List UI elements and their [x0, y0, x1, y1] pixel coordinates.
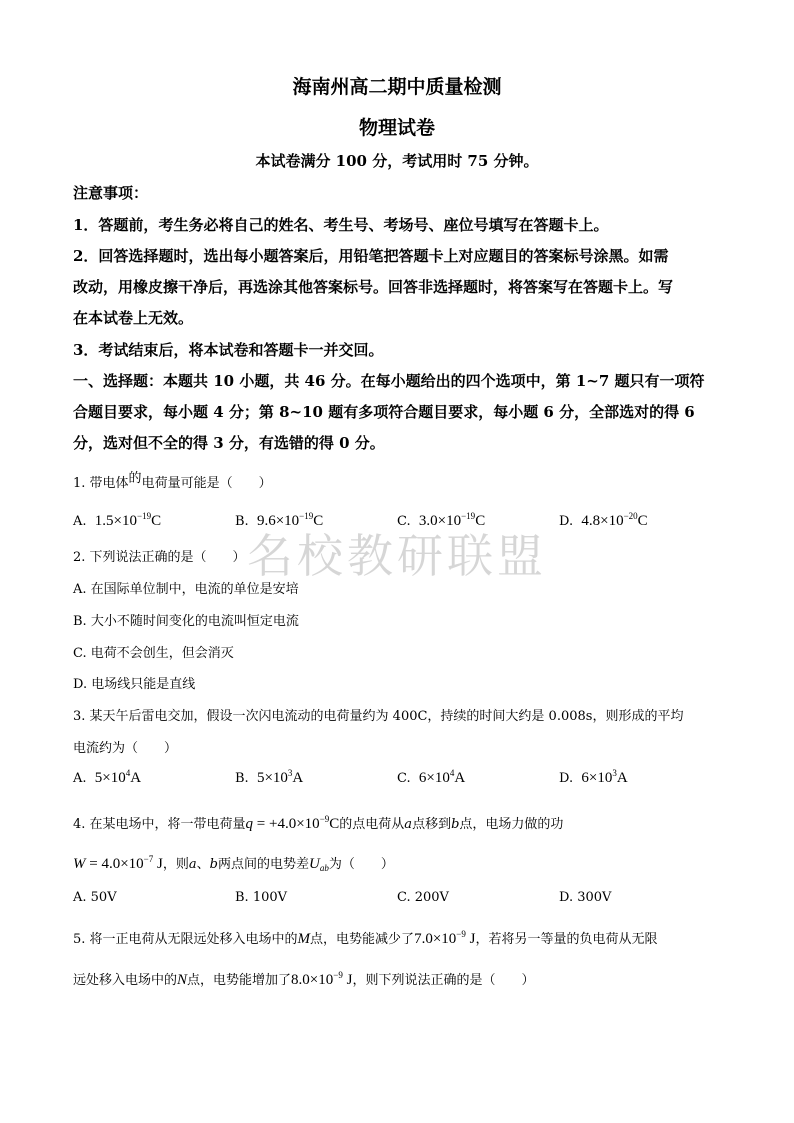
question-4-option-c[interactable]: C. 200V	[397, 890, 449, 905]
notice-item-2-line-3: 在本试卷上无效。	[73, 309, 194, 327]
question-2-option-a[interactable]: A. 在国际单位制中，电流的单位是安培	[73, 582, 299, 597]
question-4-stem-line-1: 4. 在某电场中，将一带电荷量$q = +4.0\times 10^{-9}C$的点电荷从a点移到b点，电场力做的功	[73, 814, 564, 832]
section-1-line-1: 一、选择题：本题共 10 小题，共 46 分。在每小题给出的四个选项中，第 1~7 题只有一项符	[73, 372, 705, 390]
notice-item-2-line-1: 2．回答选择题时，选出每小题答案后，用铅笔把答题卡上对应题目的答案标号涂黑。如需	[73, 247, 669, 265]
question-4-option-d[interactable]: D. 300V	[559, 890, 612, 905]
question-1-option-a[interactable]: A. $1.5\times 10^{-19}C$	[73, 511, 162, 529]
question-4-stem-line-2: $W = 4.0\times 10^{-7}$ J，则a、b两点间的电势差$U_{ab}$为（ ）	[73, 854, 394, 873]
question-2-stem: 2. 下列说法正确的是（ ）	[73, 550, 246, 565]
watermark: 名校教研联盟	[247, 529, 547, 583]
notice-item-1: 1．答题前，考生务必将自己的姓名、考生号、考场号、座位号填写在答题卡上。	[73, 216, 609, 234]
question-2-option-b[interactable]: B. 大小不随时间变化的电流叫恒定电流	[73, 614, 299, 629]
exam-info: 本试卷满分 100 分，考试用时 75 分钟。	[255, 152, 539, 170]
question-1-stem: 1. 带电体的电荷量可能是（ ）	[73, 471, 272, 491]
question-3-stem-line-1: 3. 某天午后雷电交加，假设一次闪电流动的电荷量约为 400C，持续的时间大约是 0.008s，则形成的平均	[73, 709, 684, 724]
subject-title: 物理试卷	[358, 117, 435, 139]
question-2-option-d[interactable]: D. 电场线只能是直线	[73, 677, 196, 692]
section-1-line-3: 分，选对但不全的得 3 分，有选错的得 0 分。	[73, 434, 385, 452]
question-2-option-c[interactable]: C. 电荷不会创生，但会消灭	[73, 646, 234, 661]
notice-heading: 注意事项：	[73, 184, 149, 202]
notice-item-3: 3．考试结束后，将本试卷和答题卡一并交回。	[73, 341, 384, 359]
question-3-stem-line-2: 电流约为（ ）	[73, 741, 178, 756]
question-3-option-d[interactable]: D. $6\times 10^3A$	[559, 768, 628, 786]
section-1-line-2: 合题目要求，每小题 4 分；第 8~10 题有多项符合题目要求，每小题 6 分，全部选对的得 6	[73, 403, 695, 421]
question-1-option-d[interactable]: D. $4.8\times 10^{-20}C$	[559, 511, 648, 529]
question-3-option-a[interactable]: A. $5\times 10^4A$	[73, 768, 142, 786]
notice-item-2-line-2: 改动，用橡皮擦干净后，再选涂其他答案标号。回答非选择题时，将答案写在答题卡上。写	[73, 278, 674, 296]
question-5-stem-line-2: 远处移入电场中的N点，电势能增加了$8.0\times 10^{-9}$ J，则下列说法正确的是（ ）	[73, 970, 535, 988]
question-4-option-a[interactable]: A. 50V	[73, 890, 117, 905]
question-1-option-b[interactable]: B. $9.6\times 10^{-19}C$	[235, 511, 324, 529]
question-1-option-c[interactable]: C. $3.0\times 10^{-19}C$	[397, 511, 486, 529]
question-3-option-c[interactable]: C. $6\times 10^4A$	[397, 768, 466, 786]
question-3-option-b[interactable]: B. $5\times 10^3A$	[235, 768, 304, 786]
question-4-option-b[interactable]: B. 100V	[235, 890, 288, 905]
page-title: 海南州高二期中质量检测	[292, 76, 502, 98]
question-5-stem-line-1: 5. 将一正电荷从无限远处移入电场中的M点，电势能减少了$7.0\times 10^{-9}$ J，若将另一等量的负电荷从无限	[73, 929, 658, 947]
